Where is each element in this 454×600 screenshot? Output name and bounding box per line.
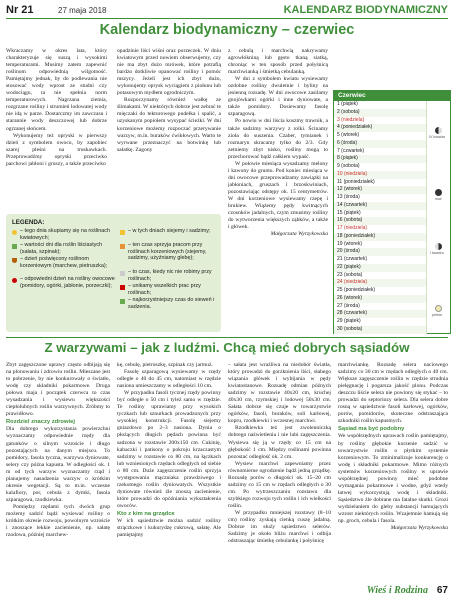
calendar-day-row: 21 (czwartek)	[337, 256, 368, 262]
article2-column-3	[228, 362, 331, 580]
calendar-day-row: 12 (wtorek)	[334, 186, 426, 194]
calendar-day-row: 26 (wtorek)	[334, 295, 426, 303]
best-time-icon	[120, 299, 125, 304]
paragraph: W dni z symbolem kwiatu wysiewamy ozdobne rośliny dwuletnie i byliny na jesienną rozsadę. W dni owocowe zasilamy gnojówkami ogórki i inne dyniowate, a także pomidory. Dosiewamy fasolę szparagową.	[228, 76, 328, 118]
legend-item: – wartości dni dla roślin liściastych (sałata, szpinak);	[20, 242, 103, 255]
paragraph: Rzodkiewka też jest zwolenniczką dobrego naświetlenia i nie lubi zagęszczenia. Wysiewa się ją w rzędy co 15 cm na głębokość 1 cm. Między roślinami powinna pozostać odległość ok. 2 cm.	[228, 425, 331, 460]
root-day-icon	[12, 258, 17, 263]
calendar-day-row: 24 (niedziela)	[334, 279, 426, 287]
new-moon-icon	[435, 189, 442, 196]
no-work-icon	[120, 271, 125, 276]
moon-label: IV kwadra	[429, 135, 445, 139]
calendar-day-row: 18 (poniedziałek)	[334, 233, 426, 241]
article2-column-1	[6, 362, 110, 580]
page-header	[0, 0, 454, 22]
article1-column-1	[6, 48, 107, 211]
signature: Małgorzata Wyrzykowska	[390, 525, 448, 532]
calendar-day-row: 28 (czwartek)	[334, 310, 426, 318]
calendar-day-row: 2 (sobota)	[334, 109, 426, 117]
paragraph: W przypadku mniejszej rozstawy (8–10 cm) rośliny zyskają cienką cuszę jadalną. Dobrze im służy sąsiedztwo selerów. Sadzimy je około bliżu marchwi i odbija odstraszając śmietkę cebulankę i połyśnicę	[228, 509, 331, 545]
moon-last-quarter-icon	[435, 127, 442, 134]
subheading: Rozdziel znaczy zdrowiej	[6, 419, 75, 426]
article2-title: Z warzywami – jak z ludźmi. Chcą mieć dobrych sąsiadów	[44, 340, 410, 355]
subheading: Sąsiad ma być podobny	[338, 426, 405, 433]
paragraph: Wkraczamy w okres lata, który charakteryzuje się suszą i wysokimi temperaturami. Musimy zatem zapewnić roślinom odpowiednią wilgotność. Pamiętajmy jednak, by do podlewania nie stosować wody wprost ze studni czy wodociągu, ta nie spełnia norm temperaturowych. Nagrzana ziemia, rozgrzane rośliny i strumień lodowatej wody nie idą w parze. Dostarczmy im zawczasu i starannie wody deszczowej lub dobrze ogrzanej słońcem.	[6, 48, 107, 132]
moon-label: pełnia	[432, 313, 442, 317]
header-rule	[6, 18, 448, 19]
moon-label: nów	[435, 197, 442, 201]
moon-phase-column	[426, 101, 450, 334]
issue-number: Nr 21	[6, 4, 34, 16]
flower-day-icon	[12, 230, 17, 235]
calendar-day-row: 5 (wtorek)	[337, 132, 360, 138]
paragraph: Dla dobrego wykorzystania powierzchni wyznaczamy odpowiednie rzędy dla gatunków o silnym wzroście i długo pozostających na danym miejscu. To pomidory, fasola tyczna, warzywa dyniowate, selery czy późna kapusta. W odległości ok. 1 m od tych warzyw wyznaczamy rząd i planujemy nasadzenia warzyw o krótkim okresie wegetacji. Są to m.in. wczesne kalafiory, por, cebula z dymki, fasola szparagowa, rzodkiewka.	[6, 426, 110, 503]
paragraph: marchwiankę. Rozsadę selera naciowego sadzimy co 30 cm w rzędach odległych o 40 cm. Większe zagęszczenie roślin w rzędzie strudnia pielęgnację i pogarsza jakość plonu. Podczas deszczu liście selera nie powinny się stykać – to prowadzi do septoriozy selera. Dla selera dobre rosną w sąsiedztwie fasoli karłowej, ogórków, porów, pomidorów, skuteczne odstraszająca szkodniki roślin kapustnych.	[338, 362, 448, 425]
paragraph: W przypadku fasoli tycznej rzędy powinny być odległe o 50 cm i tyleż samo w rzędzie. Te rośliny uprawiamy przy wysokich tyczkach lub sznurkach prowadzonych przy wysokiej konstrukcji. Fasolę siejemy gniazdowo po 2–3 nasiona. Dynia o płożących długich pędach powinna być sadzona w rozstawie 200x150 cm. Cukinię, kabaczki i patisony o pokroju krzaczastym sadzimy w rozstawie co 80 cm, na łączkach lub wzniesionych rzędach odległych od siebie o 80 cm. Duże zagęszczenie roślin sprzyja występowaniu mączniaka prawdziwego i rzekomego roślin dyniowatych. Wszystkie dyniowate również źle znoszą zacienienie, które prowadzi do opóźniania wykształcenia owoców.	[117, 390, 221, 509]
magazine-brand: Wieś i Rodzina	[366, 585, 428, 596]
article2-column-2	[117, 362, 221, 580]
calendar-day-row: 27 (środa)	[337, 302, 360, 309]
calendar-day-row: 7 (czwartek)	[337, 147, 365, 154]
legend-item: – odpowiedni dzień na rośliny owocowe (pomidory, ogórki, jabłonie, porzeczki);	[20, 276, 115, 289]
calendar-day-row: 8 (piątek)	[334, 155, 426, 163]
calendar-day-row: 22 (piątek)	[334, 264, 426, 272]
paragraph: – sałata jest wrażliwa na niedobór światła, który prowadzi do gorzknienia liści, słabego wiązania główek i wybijania w pędy kwiatostanowe. Rozsadę odmian późnych sadzimy w rozstawie 40x20 cm, kruchej 40x30 cm, rzymskiej i lodowej 50x30 cm. Sałata dobrze się czuje w towarzystwie ogórków, fasoli, buraków, soli karłowej, kopru, rzodkiewki i wczesnej marchwi.	[228, 362, 331, 425]
calendar-day-row: 17 (niedziela)	[337, 225, 368, 231]
leaf-day-icon	[12, 244, 17, 249]
full-moon-icon	[435, 305, 442, 312]
calendar-day-row: 14 (czwartek)	[334, 202, 426, 210]
calendar-day-row: 1 (piątek)	[337, 101, 358, 107]
calendar-day-row: 29 (piątek)	[337, 318, 361, 324]
paragraph: kę, cebulę, pietruszkę, szpinak czy jarmuż.	[117, 362, 213, 368]
sow-plant-icon	[120, 230, 125, 235]
article2-column-4	[338, 362, 448, 580]
legend-item: – tego dnia skupiamy się na roślinach kwiatowych;	[20, 228, 110, 241]
calendar-day-row: 4 (poniedziałek)	[334, 124, 426, 132]
legend-title: LEGENDA:	[12, 219, 45, 226]
fruit-day-icon	[12, 278, 17, 283]
legend-item: – w tych dniach siejemy i sadzimy;	[128, 228, 211, 234]
paragraph: We współrzędnych uprawach roślin pamiętajmy, by rośliny głębokie korzenie sadzić w towarzystwie roślin o płytkim systemie korzeniowym. To zminimalizuje konkurencję o wodę i składniki pokarmowe. Mimo różnych systemów korzeniowych rośliny w uprawie współrzędnej powinny mieć podobne wymagania pokarmowe i wodne, gdyż wtedy łatwej wykorzystują wodę i składniki. Sąsiedztwo źle dobrane ma fatalne skutki. Grozi wydzielaniem do gleby substancji hamujących wzrost niektórych roślin. Wzajemnie hamują się np. groch, cebula i fasola.	[338, 433, 448, 525]
legend-item: – najkorzystniejszy czas do sieweń i sadzenia.	[128, 297, 215, 310]
article1-title: Kalendarz biodynamiczny – czerwiec	[99, 22, 355, 38]
paragraph: W ich sąsiedztwie można sadzić rośliny strączkowe i kukurydzę cukrową, sałatę. Ale pamiętajmy	[117, 518, 221, 539]
calendar-day-row: 6 (środa)	[334, 140, 426, 148]
paragraph: z cebulą i marchwią nakrywamy agrowłókniną lub gęsto tkaną siatką, chroniąc w ten sposób przed połyśnicą marchwianką i śmietką cebulanką.	[228, 48, 328, 76]
legend-item: – ten czas sprzyja pracom przy roślinach korzeniowych (siejemy, sadzimy, użyźniamy glebę);	[128, 242, 207, 262]
calendar-title: Czerwiec	[334, 91, 450, 101]
calendar-day-row: 30 (sobota)	[334, 326, 426, 334]
calendar-table	[333, 90, 451, 334]
paragraph: Po nowiu w dni liścia koszmy trawnik, a także sadzimy warzywy z rolki. Ścinamy zioła do suszenia. Czaber, tymianek i rozmaryn skracamy tylko do 2/3. Gdy zetniemy zbyt nisko, rośliny mogą to przechorować bądź całkiem wypaść.	[228, 118, 328, 160]
legend-item: – unikamy wszelkich prac przy roślinach;	[128, 283, 201, 296]
article1-column-2	[117, 48, 221, 211]
signature: Małgorzata Wyrzykowska	[270, 231, 328, 238]
paragraph: Wysiew marchwi zapewniamy przez równomierne ogrodzenie bądź jedną grządkę. Rozsadę porów o długości ok. 15–20 cm sadzimy co 15 cm w rzędach odległych o 30 cm. Po wytrzeszczaniu rozstawu dla szybkiego rozwoju tych roślin i ich wielkości roślin.	[228, 460, 331, 509]
calendar-day-row: 15 (piątek)	[337, 209, 361, 216]
moon-first-quarter-icon	[435, 243, 442, 250]
legend-item: – dzień poświęcony roślinom korzeniowym (marchew, pietruszka);	[20, 256, 108, 269]
paragraph: Zbyt zagęszczone uprawy często odbijają się na plonowaniu i zdrowiu roślin. Mieszane jest to pobrzenie, by nie konkurowały o światło, wodę czy składniki pokarmowe. Druga połowa maja i początek czerwca to czas wysadzania i wysiewu większości ciepłolubnych roślin warzywnych. Zróbmy to prawidłowo.	[6, 362, 110, 418]
subheading: Kto z kim na grządce	[117, 510, 175, 517]
calendar-day-row: 10 (niedziela)	[334, 171, 426, 179]
calendar-day-row: 20 (środa)	[334, 248, 426, 256]
root-work-icon	[120, 244, 125, 249]
paragraph: Fasolę szparagową wysiewamy w rzędy odległe o 40 do 45 cm, natomiast w rzędzie nasiona umieszczamy w odległości 10 cm.	[117, 369, 221, 390]
paragraph: W połowie miesiąca wysadzamy melony i kawony do gruntu. Pod koniec miesiąca w dni owocowe przeprowadzamy zawiązki na jabłoniach, gruszach i brzoskwiniach, pozostawiając odstępy ok. 15 centymetrów. W dni korzeniowe wysiewamy rzepę i brukiew. Wiążemy pędy kwitnących czosnków jadalnych, czym zmusimy rośliny do wytworzenia większych ząbków, a także i główek.	[228, 160, 328, 231]
page-number: 67	[436, 585, 448, 596]
calendar-day-row: 11 (poniedziałek)	[337, 178, 375, 185]
section-divider	[6, 337, 448, 338]
moon-label: I kwadra	[430, 251, 444, 255]
legend-box	[6, 214, 221, 332]
paragraph: Rozpoczynamy również wałkę ze ślimakami. W niektórych dobrze jest zebrać te mięczaki do tekturowego pudełka i spalić, a uzyskanym popiołem wysypać ścieżki. W dni korzeniowe możemy rozpoczać przerywanie warzyw, m.in. buraków ćwikłowych. Warto te wyrwane przeznaczyć na botwinkę lub sałatkę. Zagony	[117, 97, 221, 153]
calendar-day-row: 9 (sobota)	[337, 163, 360, 169]
paragraph: opadzinie liści wiśni oraz porzeczek. W dniu kwiatowym przed nowiem obserwujemy, czy nie ma zbyt dużo mrówek, które potrafią bardzo dotkliwie opanować rośliny i pomóc mszycy. Jeżeli jest ich zbyt dużo, wykonujemy oprysk wyciągiem z piołunu lub potasowym mydłem ogrodniczym.	[117, 48, 221, 97]
paragraph: Wykonujemy też opryski w pierwszy dzień z symbolem owocu, by zapobiec szarej pleśni na truskawkach. Przeprowadźmy opryski przeciwko parchowi jabłoni i gruszy, a także przeciwko	[6, 132, 107, 167]
legend-item: – to czas, kiedy nic nie robimy przy roślinach;	[128, 269, 212, 282]
calendar-day-row: 3 (niedziela)	[337, 116, 365, 123]
article1-column-3	[228, 48, 328, 334]
avoid-work-icon	[120, 285, 125, 290]
calendar-day-row: 16 (sobota)	[334, 217, 426, 225]
issue-date: 27 maja 2018	[58, 6, 107, 15]
section-name: KALENDARZ BIODYNAMICZNY	[283, 4, 448, 16]
calendar-day-row: 25 (poniedziałek)	[337, 287, 376, 293]
calendar-day-row: 23 (sobota)	[337, 271, 363, 278]
paragraph: Pomiędzy rzędami tych dwóch grup możemy sadzić bądź wysiewać rośliny o krótkim okresie rozwoju, powolnym wzroście i znoszące lekkie zacienienie, np. sałatę rzodowa, później marchew-	[6, 503, 110, 539]
calendar-day-row: 13 (środa)	[337, 194, 360, 200]
calendar-day-row: 19 (wtorek)	[337, 240, 363, 247]
